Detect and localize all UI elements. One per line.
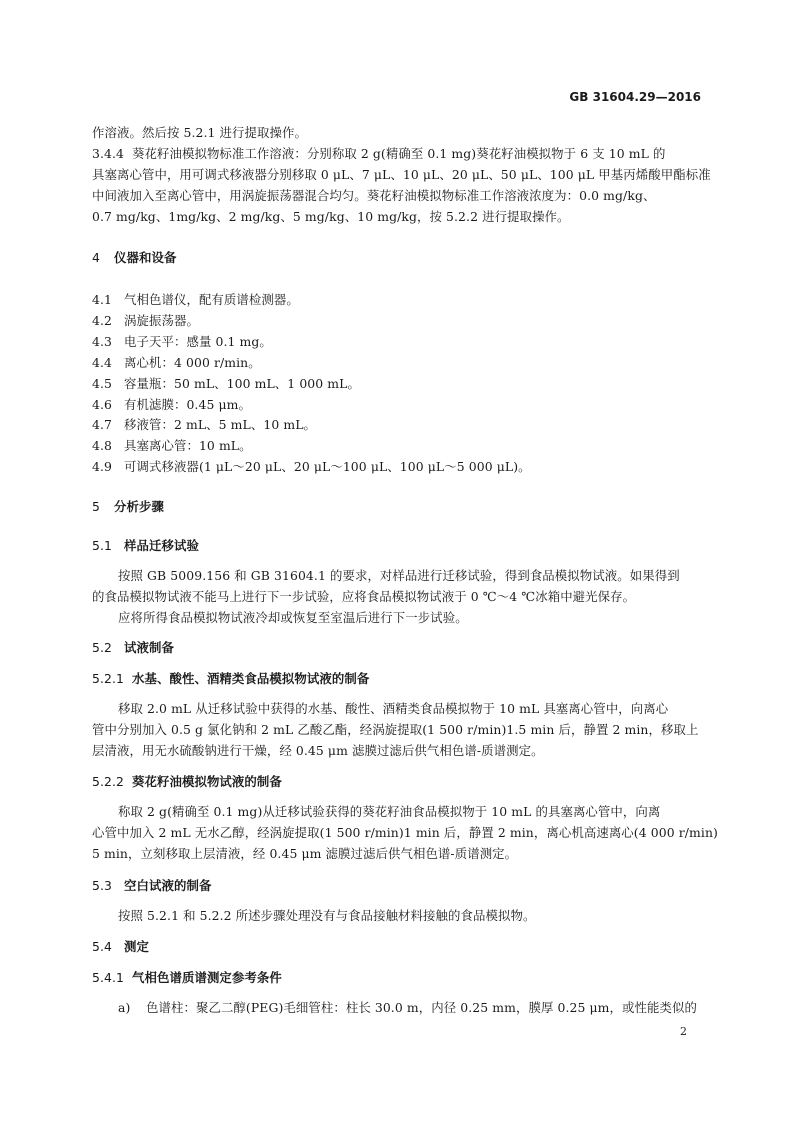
section-title: 空白试液的制备 [124,878,212,893]
paragraph-line: 应将所得食品模拟物试液冷却或恢复至室温后进行下一步试验。 [118,610,468,625]
item-number: 4.7 [92,417,113,433]
item-number: 4.4 [92,354,113,370]
item-number: 4.1 [92,292,113,307]
paragraph-line: 移取 2.0 mL 从迁移试验中获得的水基、酸性、酒精类食品模拟物于 10 mL 具塞离心管中，向离心 [118,701,669,716]
equipment-item [92,457,531,475]
equipment-item [92,332,272,350]
section-title: 试液制备 [124,640,174,655]
item-number: 4.6 [92,396,113,412]
section-number: 5.4.1 [92,970,125,985]
item-number: 4.3 [92,333,113,349]
section-number: 4 [92,250,100,265]
equipment-item [92,290,299,308]
paragraph-line: 称取 2 g(精确至 0.1 mg)从迁移试验获得的葵花籽油食品模拟物于 10 mL 的具塞离心管中，向离 [118,804,661,819]
section-number: 5.2 [92,640,113,655]
item-text: 离心机：4 000 r/min。 [124,354,261,370]
item-text: 有机滤膜：0.45 μm。 [124,396,251,412]
section-number: 5.1 [92,538,113,553]
subsection-heading-5-4 [92,937,149,955]
item-text: 具塞离心管：10 mL。 [124,438,252,454]
section-number: 5.2.2 [92,774,125,789]
item-number: 4.9 [92,459,113,475]
paragraph-line: 层清液，用无水硫酸钠进行干燥，经 0.45 μm 滤膜过滤后供气相色谱-质谱测定。 [92,743,544,758]
subsection-heading-5-2 [92,638,174,656]
section-title: 葵花籽油模拟物试液的制备 [132,774,282,789]
item-text: 可调式移液器(1 μL～20 μL、20 μL～100 μL、100 μL～5 000 μL)。 [124,459,531,475]
paragraph-text: 葵花籽油模拟物标准工作溶液：分别称取 2 g(精确至 0.1 mg)葵花籽油模拟物于 6 支 10 mL 的 [132,146,666,161]
item-number: 4.8 [92,438,113,454]
item-text: 移液管：2 mL、5 mL、10 mL。 [124,417,317,433]
paragraph-line: 具塞离心管中，用可调式移液器分别移取 0 μL、7 μL、10 μL、20 μL、50 μL、100 μL 甲基丙烯酸甲酯标准 [92,167,711,182]
paragraph-line: 5 min，立刻移取上层清液，经 0.45 μm 滤膜过滤后供气相色谱-质谱测定。 [92,846,518,861]
page-number: 2 [680,1025,687,1038]
clause-number: 3.4.4 [92,146,125,161]
section-heading-5 [92,497,164,515]
item-number: 4.2 [92,312,113,328]
section-number: 5.4 [92,939,113,954]
section-number: 5.3 [92,878,113,893]
paragraph-line: 按照 GB 5009.156 和 GB 31604.1 的要求，对样品进行迁移试验，得到食品模拟物试液。如果得到 [118,568,680,583]
subsection-heading-5-2-2 [92,772,282,790]
paragraph-line: 中间液加入至离心管中，用涡旋振荡器混合均匀。葵花籽油模拟物标准工作溶液浓度为：0.0 mg/kg、 [92,188,656,203]
section-heading-4 [92,248,176,266]
equipment-item [92,374,360,392]
item-number: 4.5 [92,375,113,391]
subsection-heading-5-4-1 [92,968,282,986]
section-title: 分析步骤 [114,499,164,514]
section-number: 5 [92,499,100,514]
paragraph-line: 管中分别加入 0.5 g 氯化钠和 2 mL 乙酸乙酯，经涡旋提取(1 500 r/min)1.5 min 后，静置 2 min，移取上 [92,722,699,737]
subsection-heading-5-3 [92,876,211,894]
item-text: 容量瓶：50 mL、100 mL、1 000 mL。 [124,375,360,391]
equipment-item [92,353,261,371]
paragraph-line: 0.7 mg/kg、1mg/kg、2 mg/kg、5 mg/kg、10 mg/kg，按 5.2.2 进行提取操作。 [92,209,570,224]
list-item-a [118,998,697,1016]
equipment-item [92,415,316,433]
section-title: 样品迁移试验 [124,538,199,553]
paragraph-text: 色谱柱：聚乙二醇(PEG)毛细管柱：柱长 30.0 m，内径 0.25 mm，膜厚 0.25 μm，或性能类似的 [146,1000,697,1015]
item-text: 涡旋振荡器。 [124,312,199,328]
section-title: 水基、酸性、酒精类食品模拟物试液的制备 [132,671,370,686]
paragraph-line: 的食品模拟物试液不能马上进行下一步试验，应将食品模拟物试液于 0 ℃～4 ℃冰箱中避光保存。 [92,589,636,604]
subsection-heading-5-1 [92,536,199,554]
clause-3-4-4 [92,144,665,162]
section-title: 气相色谱质谱测定参考条件 [132,970,282,985]
equipment-item [92,436,252,454]
item-text: 气相色谱仪，配有质谱检测器。 [124,292,299,307]
equipment-item [92,311,199,329]
section-title: 仪器和设备 [114,250,177,265]
paragraph-line: 作溶液。然后按 5.2.1 进行提取操作。 [92,125,307,140]
list-label: a) [118,1000,131,1015]
paragraph-line: 心管中加入 2 mL 无水乙醇，经涡旋提取(1 500 r/min)1 min 后，静置 2 min，离心机高速离心(4 000 r/min) [92,825,718,840]
equipment-item [92,395,251,413]
item-text: 电子天平：感量 0.1 mg。 [124,333,272,349]
section-number: 5.2.1 [92,671,125,686]
paragraph-line: 按照 5.2.1 和 5.2.2 所述步骤处理没有与食品接触材料接触的食品模拟物。 [118,908,536,923]
subsection-heading-5-2-1 [92,669,369,687]
section-title: 测定 [124,939,149,954]
standard-number: GB 31604.29—2016 [569,90,701,104]
